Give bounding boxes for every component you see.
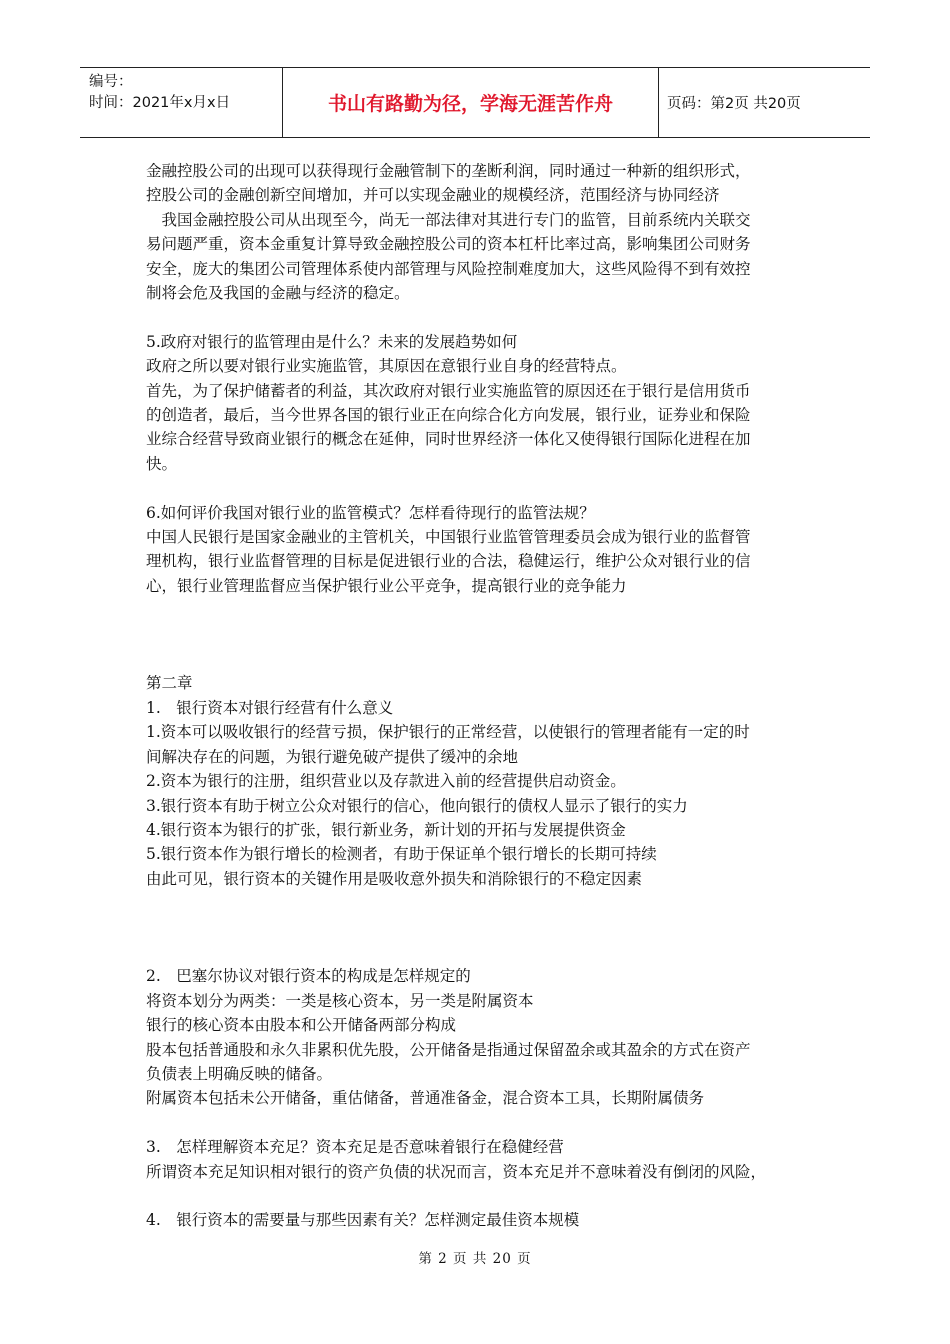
- paragraph-line: 的创造者，最后，当今世界各国的银行业正在向综合化方向发展，银行业，证券业和保险: [146, 406, 751, 425]
- paragraph-line: 安全，庞大的集团公司管理体系使内部管理与风险控制难度加大，这些风险得不到有效控: [146, 259, 751, 278]
- paragraph-line: 附属资本包括未公开储备，重估储备，普通准备金，混合资本工具，长期附属债务: [146, 1089, 705, 1108]
- question-heading: 2. 巴塞尔协议对银行资本的构成是怎样规定的: [146, 967, 471, 986]
- question-heading: 6.如何评价我国对银行业的监管模式？怎样看待现行的监管法规？: [146, 503, 595, 522]
- paragraph-line: 我国金融控股公司从出现至今，尚无一部法律对其进行专门的监管，目前系统内关联交: [146, 210, 751, 229]
- paragraph-line: 政府之所以要对银行业实施监管，其原因在意银行业自身的经营特点。: [146, 357, 627, 376]
- paragraph-line: 制将会危及我国的金融与经济的稳定。: [146, 284, 410, 303]
- paragraph-line: 2.资本为银行的注册，组织营业以及存款进入前的经营提供启动资金。: [146, 772, 626, 791]
- paragraph-line: 间解决存在的问题，为银行避免破产提供了缓冲的余地: [146, 747, 519, 766]
- header-page-info: 页码：第2页 共20页: [667, 96, 801, 112]
- paragraph-line: 由此可见，银行资本的关键作用是吸收意外损失和消除银行的不稳定因素: [146, 869, 643, 888]
- paragraph-line: 银行的核心资本由股本和公开储备两部分构成: [146, 1016, 457, 1035]
- paragraph-line: 理机构，银行业监督管理的目标是促进银行业的合法，稳健运行，维护公众对银行业的信: [146, 552, 751, 571]
- paragraph-line: 将资本划分为两类：一类是核心资本，另一类是附属资本: [146, 991, 534, 1010]
- paragraph-line: 4.银行资本为银行的扩张，银行新业务，新计划的开拓与发展提供资金: [146, 820, 626, 839]
- number-label: 编号：: [89, 74, 133, 90]
- paragraph-line: 首先，为了保护储蓄者的利益，其次政府对银行业实施监管的原因还在于银行是信用货币: [146, 381, 751, 400]
- paragraph-line: 控股公司的金融创新空间增加，并可以实现金融业的规模经济，范围经济与协同经济: [146, 186, 720, 205]
- question-heading: 1. 银行资本对银行经营有什么意义: [146, 698, 394, 717]
- paragraph-line: 金融控股公司的出现可以获得现行金融管制下的垄断利润，同时通过一种新的组织形式，: [146, 162, 751, 180]
- paragraph-line: 股本包括普通股和永久非累积优先股，公开储备是指通过保留盈余或其盈余的方式在资产: [146, 1040, 751, 1059]
- paragraph-line: 1.资本可以吸收银行的经营亏损，保护银行的正常经营，以使银行的管理者能有一定的时: [146, 723, 750, 742]
- paragraph-line: 5.银行资本作为银行增长的检测者，有助于保证单个银行增长的长期可持续: [146, 845, 657, 864]
- paragraph-line: 易问题严重，资本金重复计算导致金融控股公司的资本杠杆比率过高，影响集团公司财务: [146, 235, 751, 254]
- header-meta: [80, 68, 283, 137]
- question-heading: 4. 银行资本的需要量与那些因素有关？怎样测定最佳资本规模: [146, 1211, 580, 1230]
- time-label: 时间：2021年x月x日: [89, 95, 231, 111]
- document-body: [146, 159, 808, 1233]
- chapter-heading: 第二章: [146, 674, 193, 693]
- page-footer: 第 2 页 共 20 页: [418, 1251, 532, 1267]
- paragraph-line: 业综合经营导致商业银行的概念在延伸，同时世界经济一体化又使得银行国际化进程在加: [146, 430, 751, 449]
- header-motto: 书山有路勤为径，学海无涯苦作舟: [283, 68, 659, 137]
- paragraph-line: 中国人民银行是国家金融业的主管机关，中国银行业监管管理委员会成为银行业的监督管: [146, 528, 751, 547]
- question-heading: 3. 怎样理解资本充足？资本充足是否意味着银行在稳健经营: [146, 1138, 564, 1157]
- paragraph-line: 快。: [146, 454, 178, 473]
- paragraph-line: 所谓资本充足知识相对银行的资产负债的状况而言，资本充足并不意味着没有倒闭的风险，: [146, 1162, 767, 1181]
- question-heading: 5.政府对银行的监管理由是什么？未来的发展趋势如何: [146, 332, 518, 351]
- paragraph-line: 心，银行业管理监督应当保护银行业公平竞争，提高银行业的竞争能力: [146, 576, 627, 595]
- paragraph-line: 负债表上明确反映的储备。: [146, 1064, 333, 1083]
- paragraph-line: 3.银行资本有助于树立公众对银行的信心，他向银行的债权人显示了银行的实力: [146, 796, 688, 815]
- page-header: [80, 67, 870, 138]
